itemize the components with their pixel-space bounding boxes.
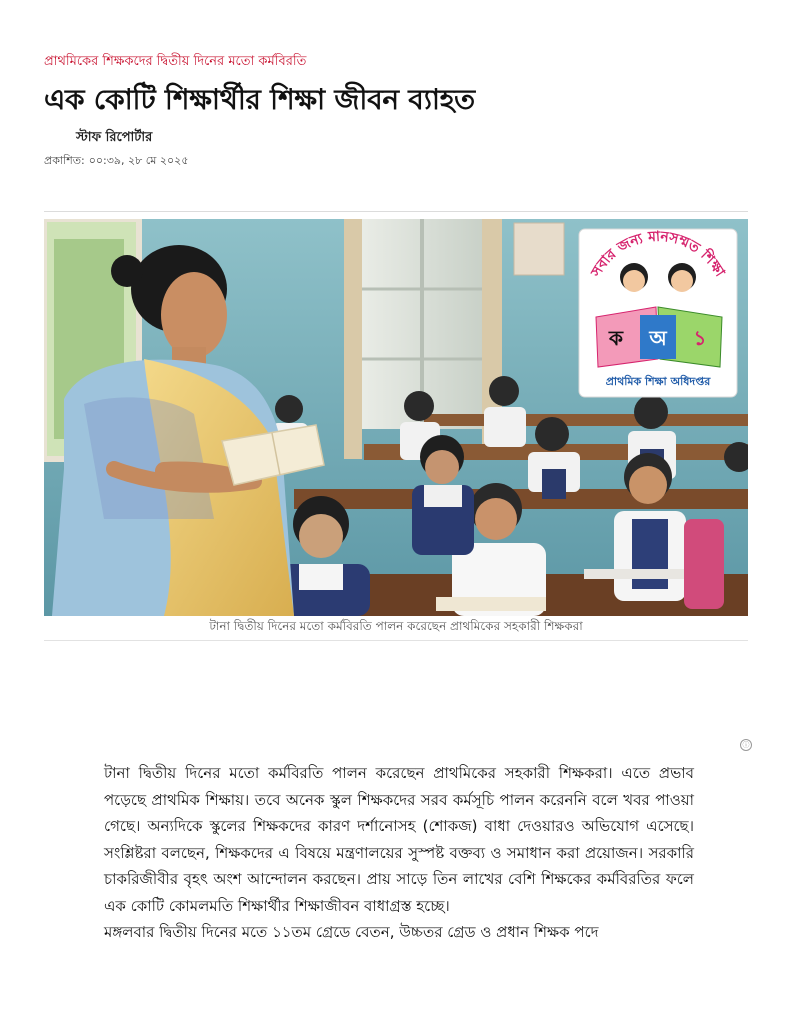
logo-letter-ka: ক [609, 326, 623, 350]
logo-letter-one: ১ [693, 326, 707, 350]
article-byline[interactable]: স্টাফ রিপোর্টার [76, 130, 153, 145]
article-photo [44, 219, 748, 616]
published-info [44, 152, 192, 171]
logo-caption: প্রাথমিক শিক্ষা অধিদপ্তর [605, 375, 711, 388]
header-divider [44, 211, 748, 212]
published-time: ০০:৩৯, ২৮ মে ২০২৫ [88, 154, 189, 167]
ad-info-icon[interactable]: ⓘ [740, 739, 752, 751]
logo-letter-o: অ [649, 326, 667, 350]
caption-divider [44, 640, 748, 641]
classroom-illustration [44, 219, 748, 616]
published-label: প্রকাশিত: [44, 154, 85, 167]
article-kicker[interactable]: প্রাথমিকের শিক্ষকদের দ্বিতীয় দিনের মতো কর্মবিরতি [44, 54, 307, 69]
article-body [104, 760, 694, 946]
body-paragraph-2: মঙ্গলবার দ্বিতীয় দিনের মতে ১১তম গ্রেডে বেতন, উচ্চতর গ্রেড ও প্রধান শিক্ষক পদে [104, 923, 599, 941]
article-headline: এক কোটি শিক্ষার্থীর শিক্ষা জীবন ব্যাহত [44, 83, 475, 116]
body-paragraph-1: টানা দ্বিতীয় দিনের মতো কর্মবিরতি পালন করেছেন প্রাথমিকের সহকারী শিক্ষকরা। এতে প্রভাব পড়েছে প্রাথমিক শিক্ষায়। তবে অনেক স্কুল শিক্ষকদের সরব কর্মসূচি পালন করেননি বলে খবর পাওয়া গেছে। অন্যদিকে স্কুলের শিক্ষকদের কারণ দর্শানোসহ (শোকজ) বাধা দেওয়ারও অভিযোগ এসেছে। সংশ্লিষ্টরা বলছেন, শিক্ষকদের এ বিষয়ে মন্ত্রণালয়ের সুস্পষ্ট বক্তব্য ও সমাধান করা প্রয়োজন। সরকারি চাকরিজীবীর বৃহৎ অংশ আন্দোলন করছেন। প্রায় সাড়ে তিন লাখের বেশি শিক্ষকের কর্মবিরতির ফলে এক কোটি কোমলমতি শিক্ষার্থীর শিক্ষাজীবন বাধাগ্রস্ত হচ্ছে। [104, 764, 694, 915]
logo-arc-text: সবার জন্য মানসম্মত শিক্ষা [588, 228, 728, 280]
photo-caption: টানা দ্বিতীয় দিনের মতো কর্মবিরতি পালন করেছেন প্রাথমিকের সহকারী শিক্ষকরা [209, 619, 583, 633]
